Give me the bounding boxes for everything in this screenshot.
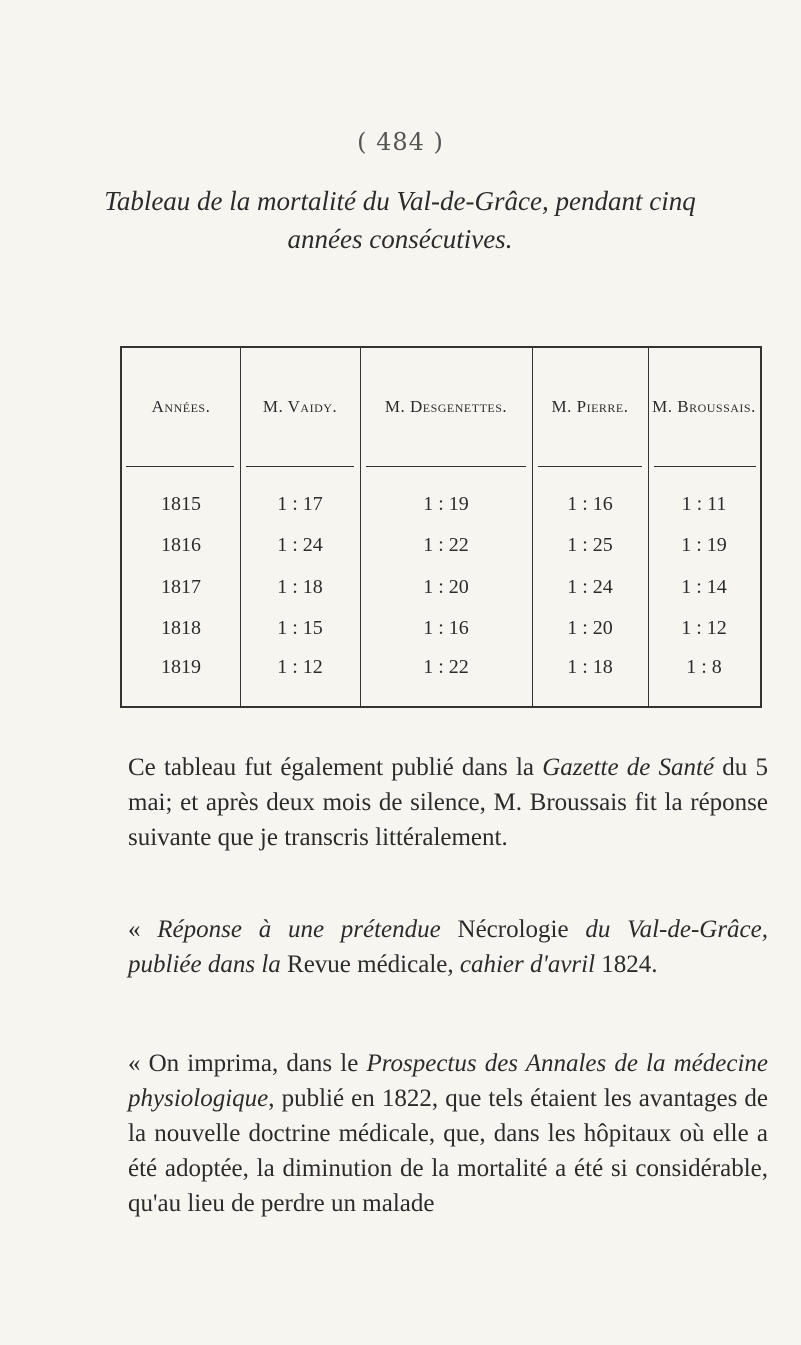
header-vaidy: M. Vaidy. [262,397,338,416]
table-cell: 1 : 14 [681,576,727,598]
paragraph-text: , publié en 1822, que tels étaient les avantages de la nouvelle doctrine médicale, que, dans les hôpitaux où elle a été adoptée, la diminution de la mortalité a été si considérable, qu'au lieu de perdre un malade [128,1085,768,1217]
table-cell: 1 : 25 [567,534,613,556]
paragraph-text: « [128,916,158,943]
table-cell: 1 : 19 [681,534,727,556]
table-cell: 1 : 8 [686,656,722,678]
paragraph-text: « On imprima, dans le [128,1050,367,1077]
table-cell: 1 : 20 [423,576,469,598]
paragraph-text: Revue médicale, [280,951,460,978]
table-cell: 1 : 16 [567,493,613,515]
paragraph-2 [128,912,768,982]
header-rule [366,466,526,467]
table-cell: 1 : 20 [567,617,613,639]
paragraph-italic: Prospectus des Annales de la médecine physiologique [128,1050,768,1112]
header-pierre: M. Pierre. [551,397,629,416]
table-cell: 1 : 24 [277,534,323,556]
table-cell: 1 : 19 [423,493,469,515]
header-desgenettes: M. Desgenettes. [384,397,508,416]
table-cell: 1 : 15 [277,617,323,639]
header-annees: Années. [151,397,211,416]
header-rule [126,466,234,467]
table-cell: 1818 [161,617,201,639]
page-number: ( 484 ) [357,128,444,156]
table-cell: 1 : 22 [423,656,469,678]
paragraph-italic: Réponse à une prétendue [157,916,441,943]
paragraph-3 [128,1046,768,1221]
header-broussais: M. Broussais. [652,397,756,416]
table-cell: 1816 [161,534,201,556]
paragraph-italic: Gazette de Santé [542,754,715,781]
table-cell: 1815 [161,493,201,515]
paragraph-text: Nécrologie [440,916,586,943]
table-cell: 1 : 12 [277,656,323,678]
mortality-table [120,346,762,708]
paragraph-text: du 5 mai; et après deux mois de silence, M. Broussais fit la réponse suivante que je transcris littéralement. [128,754,768,851]
header-rule [654,466,756,467]
table-cell: 1 : 16 [423,617,469,639]
table-cell: 1817 [161,576,201,598]
header-rule [538,466,642,467]
table-cell: 1 : 11 [681,493,727,515]
table-cell: 1 : 18 [277,576,323,598]
paragraph-1 [128,750,768,855]
table-cell: 1 : 24 [567,576,613,598]
header-rule [246,466,354,467]
paragraph-italic: cahier d'avril [459,951,596,978]
table-cell: 1 : 18 [567,656,613,678]
table-cell: 1819 [161,656,201,678]
paragraph-text: Ce tableau fut également publié dans la [128,754,543,781]
table-cell: 1 : 22 [423,534,469,556]
table-title: Tableau de la mortalité du Val-de-Grâce, pendant cinq années consécutives. [104,186,696,254]
table-cell: 1 : 12 [681,617,727,639]
table-cell: 1 : 17 [277,493,323,515]
paragraph-italic: du Val-de-Grâce, publiée dans la [128,916,768,978]
paragraph-text: 1824. [595,951,658,978]
